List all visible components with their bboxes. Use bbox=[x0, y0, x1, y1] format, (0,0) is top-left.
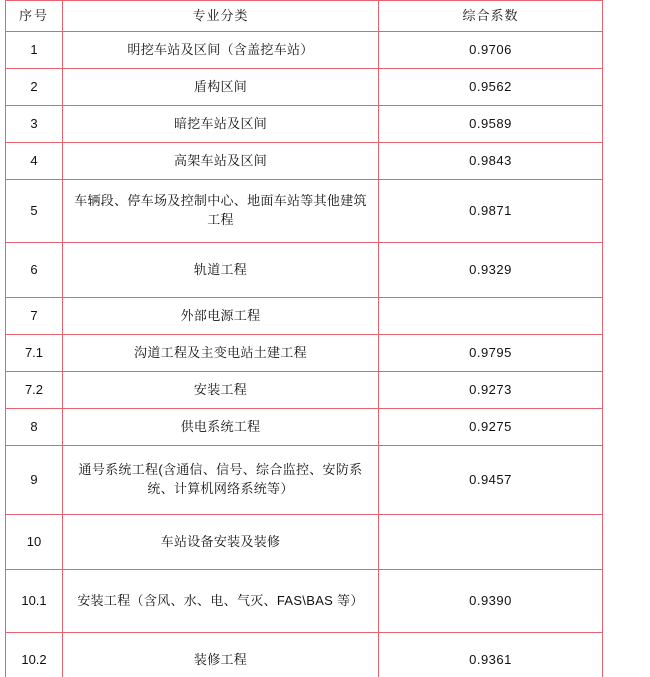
table-row bbox=[6, 180, 603, 243]
comprehensive-coefficient-table bbox=[5, 0, 603, 677]
cell-category: 明挖车站及区间（含盖挖车站） bbox=[63, 32, 379, 69]
cell-category: 通号系统工程(含通信、信号、综合监控、安防系统、计算机网络系统等） bbox=[63, 446, 379, 515]
cell-coefficient: 0.9843 bbox=[379, 143, 603, 180]
cell-category: 暗挖车站及区间 bbox=[63, 106, 379, 143]
cell-category: 安装工程 bbox=[63, 372, 379, 409]
cell-category: 车站设备安装及装修 bbox=[63, 515, 379, 570]
cell-coefficient: 0.9329 bbox=[379, 243, 603, 298]
table-row bbox=[6, 446, 603, 515]
table-header bbox=[6, 1, 603, 32]
cell-coefficient bbox=[379, 298, 603, 335]
cell-category: 供电系统工程 bbox=[63, 409, 379, 446]
cell-index: 2 bbox=[6, 69, 63, 106]
cell-coefficient: 0.9589 bbox=[379, 106, 603, 143]
table-header-row bbox=[6, 1, 603, 32]
cell-category: 安装工程（含风、水、电、气灭、FAS\BAS 等） bbox=[63, 570, 379, 633]
cell-category: 外部电源工程 bbox=[63, 298, 379, 335]
table-row bbox=[6, 143, 603, 180]
cell-index: 7.2 bbox=[6, 372, 63, 409]
cell-index: 8 bbox=[6, 409, 63, 446]
cell-category: 高架车站及区间 bbox=[63, 143, 379, 180]
cell-coefficient: 0.9361 bbox=[379, 633, 603, 677]
column-header-category: 专业分类 bbox=[63, 1, 379, 32]
cell-index: 10 bbox=[6, 515, 63, 570]
table-row bbox=[6, 32, 603, 69]
cell-category: 轨道工程 bbox=[63, 243, 379, 298]
table-row bbox=[6, 570, 603, 633]
table-row bbox=[6, 372, 603, 409]
table-row bbox=[6, 515, 603, 570]
cell-coefficient bbox=[379, 515, 603, 570]
table-row bbox=[6, 243, 603, 298]
cell-category: 沟道工程及主变电站土建工程 bbox=[63, 335, 379, 372]
table-row bbox=[6, 633, 603, 677]
cell-index: 7.1 bbox=[6, 335, 63, 372]
cell-category: 车辆段、停车场及控制中心、地面车站等其他建筑工程 bbox=[63, 180, 379, 243]
cell-coefficient: 0.9273 bbox=[379, 372, 603, 409]
table-body bbox=[6, 32, 603, 677]
table-row bbox=[6, 409, 603, 446]
cell-category: 盾构区间 bbox=[63, 69, 379, 106]
table-row bbox=[6, 298, 603, 335]
cell-index: 4 bbox=[6, 143, 63, 180]
table-row bbox=[6, 106, 603, 143]
cell-index: 7 bbox=[6, 298, 63, 335]
cell-index: 3 bbox=[6, 106, 63, 143]
table-row bbox=[6, 335, 603, 372]
cell-coefficient: 0.9390 bbox=[379, 570, 603, 633]
cell-index: 5 bbox=[6, 180, 63, 243]
cell-coefficient: 0.9795 bbox=[379, 335, 603, 372]
cell-index: 10.2 bbox=[6, 633, 63, 677]
cell-coefficient: 0.9562 bbox=[379, 69, 603, 106]
cell-category: 装修工程 bbox=[63, 633, 379, 677]
table-row bbox=[6, 69, 603, 106]
cell-index: 9 bbox=[6, 446, 63, 515]
cell-coefficient: 0.9275 bbox=[379, 409, 603, 446]
cell-coefficient: 0.9457 bbox=[379, 446, 603, 515]
cell-index: 10.1 bbox=[6, 570, 63, 633]
column-header-index: 序号 bbox=[6, 1, 63, 32]
cell-index: 6 bbox=[6, 243, 63, 298]
cell-coefficient: 0.9871 bbox=[379, 180, 603, 243]
cell-index: 1 bbox=[6, 32, 63, 69]
cell-coefficient: 0.9706 bbox=[379, 32, 603, 69]
column-header-coefficient: 综合系数 bbox=[379, 1, 603, 32]
